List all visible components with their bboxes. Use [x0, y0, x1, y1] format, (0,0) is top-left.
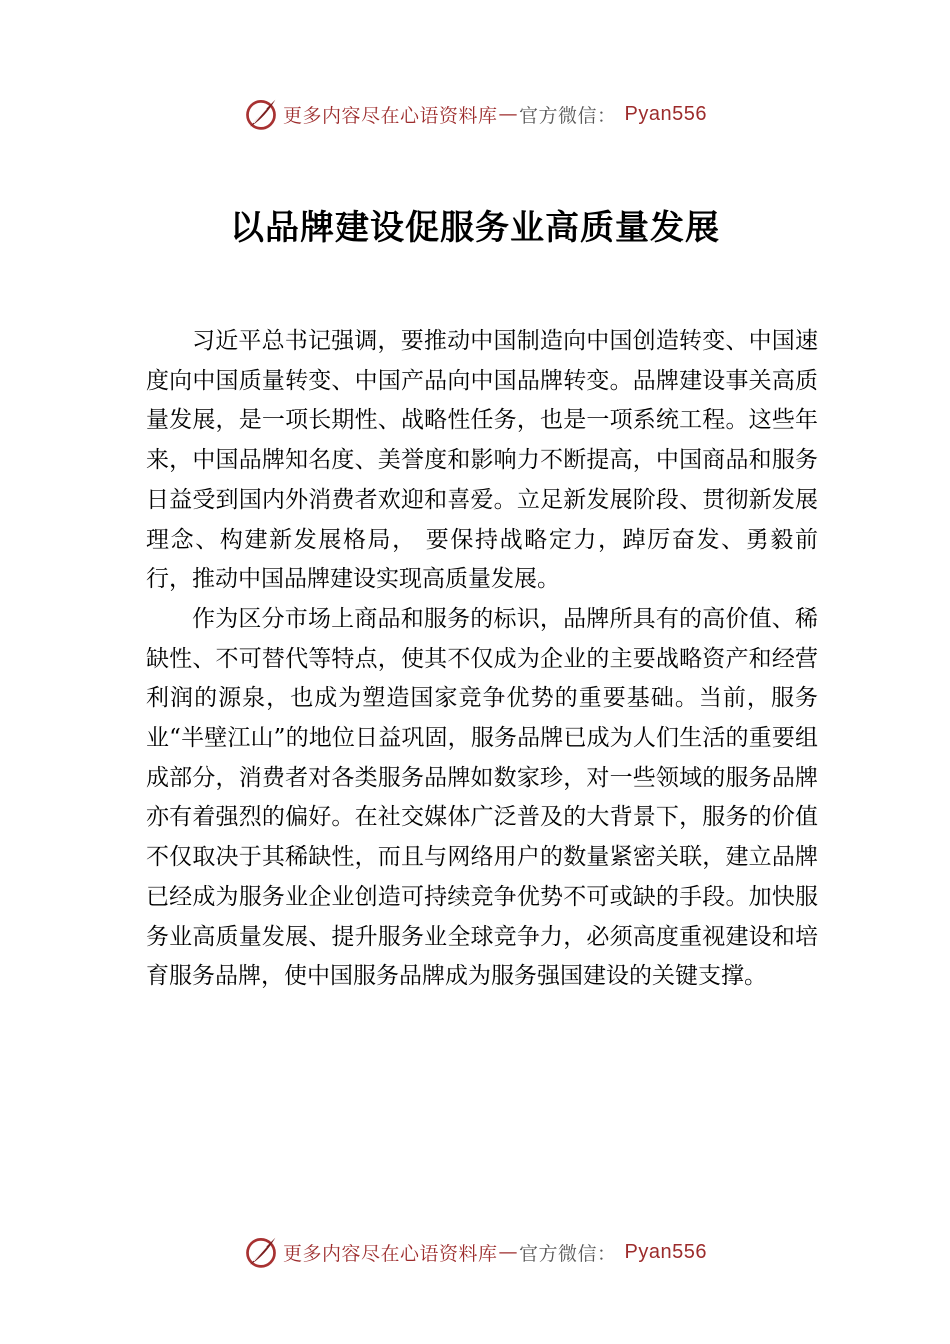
paragraph: 作为区分市场上商品和服务的标识，品牌所具有的高价值、稀缺性、不可替代等特点，使其不仅成为企业的主要战略资产和经营利润的源泉，也成为塑造国家竞争优势的重要基础。当前，服务业“半壁江山”的地位日益巩固，服务品牌已成为人们生活的重要组成部分，消费者对各类服务品牌如数家珍，对一些领域的服务品牌亦有着强烈的偏好。在社交媒体广泛普及的大背景下，服务的价值不仅取决于其稀缺性，而且与网络用户的数量紧密关联，建立品牌已经成为服务业企业创造可持续竞争优势不可或缺的手段。加快服务业高质量发展、提升服务业全球竞争力，必须高度重视建设和培育服务品牌，使中国服务品牌成为服务强国建设的关键支撑。 — [146, 605, 818, 990]
header-brand-text: 更多内容尽在心语资料库 — [283, 104, 498, 127]
header-dash: — — [498, 103, 519, 125]
footer-brand-text: 更多内容尽在心语资料库 — [283, 1242, 498, 1265]
paragraph: 习近平总书记强调，要推动中国制造向中国创造转变、中国速度向中国质量转变、中国产品向中国品牌转变。品牌建设事关高质量发展，是一项长期性、战略性任务，也是一项系统工程。这些年来，中国品牌知名度、美誉度和影响力不断提高，中国商品和服务日益受到国内外消费者欢迎和喜爱。立足新发展阶段、贯彻新发展理念、构建新发展格局， 要保持战略定力，踔厉奋发、勇毅前行，推动中国品牌建设实现高质量发展。 — [146, 328, 818, 593]
footer-wechat-label: 官方微信： — [519, 1242, 617, 1265]
header-wechat-label: 官方微信： — [519, 104, 617, 127]
document-body — [146, 322, 818, 997]
quill-logo-icon — [243, 1234, 279, 1270]
footer-banner — [0, 1232, 950, 1272]
footer-wechat-id: Pyan556 — [624, 1240, 707, 1263]
header-wechat-id: Pyan556 — [624, 102, 707, 125]
quill-logo-icon — [243, 96, 279, 132]
footer-dash: — — [498, 1241, 519, 1263]
document-title: 以品牌建设促服务业高质量发展 — [230, 208, 720, 248]
header-banner — [0, 94, 950, 134]
